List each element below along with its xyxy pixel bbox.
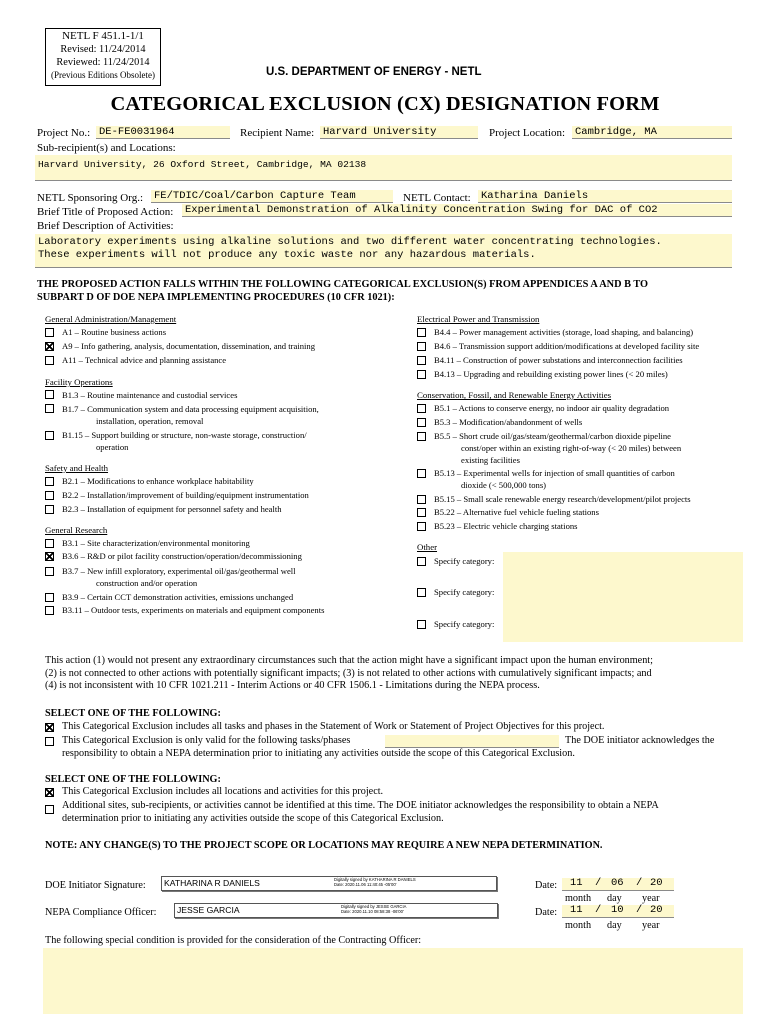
item-b5-23: B5.23 – Electric vehicle charging stations (434, 521, 578, 531)
option-specific-tasks-cont: responsibility to obtain a NEPA determination prior to initiating any activities outside the scope of this Categorical Exclusion. (62, 748, 575, 759)
checkbox-all-locations[interactable] (45, 788, 54, 797)
checkbox-all-tasks[interactable] (45, 723, 54, 732)
item-b3-6: B3.6 – R&D or pilot facility construction/operation/decommissioning (62, 551, 302, 561)
date-label-2: Date: (535, 907, 558, 918)
checkbox-other-1[interactable] (417, 557, 426, 566)
date2-month: 11 (570, 904, 583, 916)
nepa-digital-signature (341, 904, 406, 914)
revised-date: Revised: 11/24/2014 (60, 44, 146, 55)
nepa-digital-line-2: Date: 2020.11.10 08:58:38 -06'00' (341, 909, 404, 914)
checkbox-b3-1[interactable] (45, 539, 54, 548)
date-label-1: Date: (535, 880, 558, 891)
netl-contact-field[interactable]: Katharina Daniels (478, 190, 732, 203)
item-b5-13-cont: dioxide (< 500,000 tons) (461, 480, 547, 490)
brief-description-line-1: Laboratory experiments using alkaline solutions and two different water concentrating technologies. (38, 236, 662, 248)
project-number-field[interactable]: DE-FE0031964 (96, 126, 230, 139)
item-b3-7: B3.7 – New infill exploratory, experimental oil/gas/geothermal well (62, 566, 296, 576)
option-additional-sites-cont: determination prior to initiating any activities outside the scope of this Categorical Exclusion. (62, 813, 444, 824)
checkbox-other-3[interactable] (417, 620, 426, 629)
page-title: CATEGORICAL EXCLUSION (CX) DESIGNATION FORM (110, 93, 660, 115)
brief-title-field[interactable]: Experimental Demonstration of Alkalinity Concentration Swing for DAC of CO2 (182, 204, 732, 217)
section-title-electrical-power: Electrical Power and Transmission (417, 314, 540, 324)
date1-day: 06 (611, 877, 624, 889)
exclusions-heading-line-2: SUBPART D OF DOE NEPA IMPLEMENTING PROCEDURES (10 CFR 1021): (37, 292, 395, 303)
checkbox-b1-7[interactable] (45, 404, 54, 413)
checkbox-b3-9[interactable] (45, 593, 54, 602)
date1-sep-2: / (636, 877, 643, 889)
item-b4-6: B4.6 – Transmission support addition/modifications at developed facility site (434, 341, 700, 351)
item-b3-1: B3.1 – Site characterization/environmental monitoring (62, 538, 250, 548)
initiator-digital-signature (334, 877, 416, 887)
nepa-digital-line-1: Digitally signed by JESSE GARCIA (341, 904, 407, 909)
exclusions-heading-line-1: THE PROPOSED ACTION FALLS WITHIN THE FOLLOWING CATEGORICAL EXCLUSION(S) FROM APPENDICES A AND B TO (37, 279, 649, 290)
special-condition-label: The following special condition is provided for the consideration of the Contracting Officer: (45, 935, 422, 946)
date1-month: 11 (570, 877, 583, 889)
item-b3-11: B3.11 – Outdoor tests, experiments on materials and equipment components (62, 605, 325, 615)
section-title-safety-health: Safety and Health (45, 463, 109, 473)
item-b1-15: B1.15 – Support building or structure, non-waste storage, construction/ (62, 430, 307, 440)
item-a9: A9 – Info gathering, analysis, documentation, dissemination, and training (62, 341, 315, 351)
month-label-1: month (565, 893, 592, 904)
item-b1-15-cont: operation (96, 442, 129, 452)
option-specific-tasks: This Categorical Exclusion is only valid for the following tasks/phases (62, 735, 351, 746)
exclusions-heading (37, 278, 648, 304)
checkbox-b4-11[interactable] (417, 356, 426, 365)
brief-description-label: Brief Description of Activities: (37, 220, 174, 232)
checkbox-b3-11[interactable] (45, 606, 54, 615)
recipient-field[interactable]: Harvard University (320, 126, 478, 139)
item-b1-7: B1.7 – Communication system and data processing equipment acquisition, (62, 404, 319, 414)
year-label-2: year (642, 920, 660, 931)
circumstances-paragraph (45, 655, 653, 693)
item-b5-5: B5.5 – Short crude oil/gas/steam/geothermal/carbon dioxide pipeline (434, 431, 671, 441)
netl-contact-label: NETL Contact: (403, 192, 471, 204)
item-b5-1: B5.1 – Actions to conserve energy, no indoor air quality degradation (434, 403, 670, 413)
option-additional-sites: Additional sites, sub-recipients, or activities cannot be identified at this time. The DOE initiator acknowledges the responsibility to obtain a NEPA (62, 800, 659, 811)
checkbox-b5-1[interactable] (417, 404, 426, 413)
recipient-label: Recipient Name: (240, 127, 315, 139)
item-b3-7-cont: construction and/or operation (96, 578, 198, 588)
date2-sep-1: / (595, 904, 602, 916)
checkbox-b5-3[interactable] (417, 418, 426, 427)
year-label-1: year (642, 893, 660, 904)
item-b5-22: B5.22 – Alternative fuel vehicle fueling stations (434, 507, 599, 517)
agency-name: U.S. DEPARTMENT OF ENERGY - NETL (266, 66, 482, 78)
option-all-tasks: This Categorical Exclusion includes all tasks and phases in the Statement of Work or Statement of Project Objectives for this project. (62, 721, 605, 732)
initiator-signature-label: DOE Initiator Signature: (45, 880, 146, 891)
circumstances-line-1: This action (1) would not present any extraordinary circumstances such that the action might have a significant impact upon the human environment; (45, 655, 653, 666)
brief-title-label: Brief Title of Proposed Action: (37, 206, 174, 218)
other-specify-fields[interactable] (503, 552, 743, 642)
location-label: Project Location: (489, 127, 566, 139)
checkbox-a9[interactable] (45, 342, 54, 351)
checkbox-specific-tasks[interactable] (45, 737, 54, 746)
checkbox-a11[interactable] (45, 356, 54, 365)
item-b5-13: B5.13 – Experimental wells for injection of small quantities of carbon (434, 468, 675, 478)
section-title-general-research: General Research (45, 525, 108, 535)
circumstances-line-2: (2) is not connected to other actions with potentially significant impacts; (3) is not related to other actions with cumulatively significant impacts; and (45, 667, 652, 679)
checkbox-b2-2[interactable] (45, 491, 54, 500)
section-title-facility-operations: Facility Operations (45, 377, 113, 387)
select-heading-2: SELECT ONE OF THE FOLLOWING: (45, 774, 221, 785)
month-label-2: month (565, 920, 592, 931)
obsolete-note: (Previous Editions Obsolete) (51, 70, 155, 80)
reviewed-date: Reviewed: 11/24/2014 (56, 57, 150, 68)
nepa-signature-field[interactable] (174, 903, 498, 918)
checkbox-b4-4[interactable] (417, 328, 426, 337)
checkbox-b5-5[interactable] (417, 432, 426, 441)
initiator-signature-field[interactable] (161, 876, 497, 891)
brief-description-line-2: These experiments will not produce any toxic waste nor any hazardous materials. (38, 249, 536, 261)
item-b5-15: B5.15 – Small scale renewable energy research/development/pilot projects (434, 494, 691, 504)
checkbox-b4-6[interactable] (417, 342, 426, 351)
date2-day: 10 (611, 904, 624, 916)
checkbox-b2-3[interactable] (45, 505, 54, 514)
circumstances-line-3: (4) is not inconsistent with 10 CFR 1021.211 - Interim Actions or 40 CFR 1506.1 - Limitations during the NEPA process. (45, 680, 540, 691)
option-specific-tasks-ack: The DOE initiator acknowledges the (565, 735, 715, 746)
tasks-phases-field[interactable] (385, 735, 559, 748)
item-b3-9: B3.9 – Certain CCT demonstration activities, emissions unchanged (62, 592, 294, 602)
date1-sep-1: / (595, 877, 602, 889)
date2-sep-2: / (636, 904, 643, 916)
sponsoring-org-label: NETL Sponsoring Org.: (37, 192, 144, 204)
checkbox-b3-6[interactable] (45, 552, 54, 561)
checkbox-b5-15[interactable] (417, 495, 426, 504)
nepa-signature-name: JESSE GARCIA (177, 905, 240, 915)
nepa-officer-label: NEPA Compliance Officer: (45, 907, 157, 918)
checkbox-b2-1[interactable] (45, 477, 54, 486)
location-field[interactable]: Cambridge, MA (572, 126, 732, 139)
initiator-digital-line-2: Date: 2020.11.06 11:40:45 -05'00' (334, 882, 397, 887)
option-all-locations: This Categorical Exclusion includes all locations and activities for this project. (62, 786, 384, 797)
form-number: NETL F 451.1-1/1 (62, 30, 144, 42)
select-heading-1: SELECT ONE OF THE FOLLOWING: (45, 708, 221, 719)
checkbox-b4-13[interactable] (417, 370, 426, 379)
checkbox-b5-13[interactable] (417, 469, 426, 478)
item-b1-3: B1.3 – Routine maintenance and custodial services (62, 390, 238, 400)
checkbox-b5-22[interactable] (417, 508, 426, 517)
subrecipients-label: Sub-recipient(s) and Locations: (37, 142, 176, 154)
scope-change-note: NOTE: ANY CHANGE(S) TO THE PROJECT SCOPE OR LOCATIONS MAY REQUIRE A NEW NEPA DETERMINATION. (45, 840, 603, 851)
item-b4-13: B4.13 – Upgrading and rebuilding existing power lines (< 20 miles) (434, 369, 668, 379)
section-title-other: Other (417, 542, 438, 552)
date1-year: 20 (650, 877, 663, 889)
subrecipients-field[interactable]: Harvard University, 26 Oxford Street, Cambridge, MA 02138 (35, 155, 732, 181)
sponsoring-org-field[interactable]: FE/TDIC/Coal/Carbon Capture Team (151, 190, 393, 203)
item-b5-5-cont2: existing facilities (461, 455, 520, 465)
checkbox-b3-7[interactable] (45, 567, 54, 576)
item-a11: A11 – Technical advice and planning assistance (62, 355, 227, 365)
section-title-conservation: Conservation, Fossil, and Renewable Energy Activities (417, 390, 612, 400)
form-id-box (45, 28, 161, 86)
item-b2-2: B2.2 – Installation/improvement of building/equipment instrumentation (62, 490, 309, 500)
item-b4-4: B4.4 – Power management activities (storage, load shaping, and balancing) (434, 327, 694, 337)
specify-category-label-3: Specify category: (434, 619, 495, 629)
checkbox-b1-3[interactable] (45, 390, 54, 399)
item-b1-7-cont: installation, operation, removal (96, 416, 204, 426)
checkbox-b5-23[interactable] (417, 522, 426, 531)
item-b5-3: B5.3 – Modification/abandonment of wells (434, 417, 583, 427)
item-b4-11: B4.11 – Construction of power substations and interconnection facilities (434, 355, 683, 365)
checkbox-b1-15[interactable] (45, 431, 54, 440)
initiator-digital-line-1: Digitally signed by KATHARINA R DANIELS (334, 877, 416, 882)
brief-description-field[interactable] (35, 234, 732, 268)
special-condition-field[interactable] (43, 948, 743, 1014)
item-b2-3: B2.3 – Installation of equipment for personnel safety and health (62, 504, 282, 514)
checkbox-a1[interactable] (45, 328, 54, 337)
item-a1: A1 – Routine business actions (62, 327, 167, 337)
project-number-label: Project No.: (37, 127, 91, 139)
specify-category-label-1: Specify category: (434, 556, 495, 566)
item-b5-5-cont: const/oper within an existing right-of-way (< 20 miles) between (461, 443, 682, 453)
item-b2-1: B2.1 – Modifications to enhance workplace habitability (62, 476, 254, 486)
checkbox-additional-sites[interactable] (45, 805, 54, 814)
initiator-signature-name: KATHARINA R DANIELS (164, 878, 260, 888)
day-label-2: day (607, 920, 622, 931)
section-title-gam: General Administration/Management (45, 314, 177, 324)
specify-category-label-2: Specify category: (434, 587, 495, 597)
day-label-1: day (607, 893, 622, 904)
date2-year: 20 (650, 904, 663, 916)
checkbox-other-2[interactable] (417, 588, 426, 597)
